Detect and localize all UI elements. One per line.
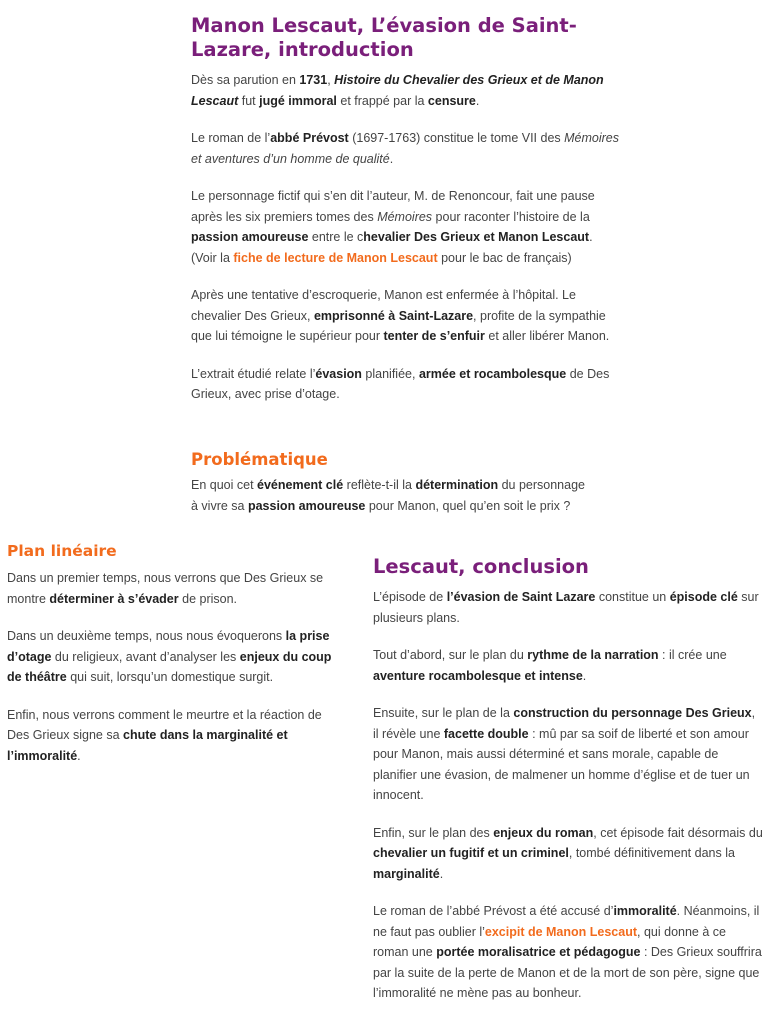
text-run: Le personnage fictif qui s’en dit l’auteur, M. de Renoncour, fait une pause après les six premiers tomes des [191, 189, 595, 224]
text-run: reflète-t-il la [343, 478, 416, 492]
text-run: L’extrait étudié relate l’ [191, 366, 316, 381]
text-run: pour raconter l’histoire de la [432, 209, 590, 224]
text-run: Ensuite, sur le plan de la [373, 706, 514, 720]
intro-paragraph-1 [191, 70, 621, 111]
text-run: entre le c [308, 230, 364, 244]
bold-text: déterminer à s’évader [49, 591, 179, 606]
text-run: . [475, 93, 480, 108]
italic-text: Mémoires et aventures d’un homme de qualité [191, 131, 620, 166]
conclusion-paragraph-4 [373, 823, 764, 885]
fiche-lecture-link[interactable]: fiche de lecture de Manon Lescaut [233, 250, 438, 265]
conclusion-paragraph-2 [373, 645, 764, 686]
text-run: . [389, 151, 394, 166]
text-run: . [439, 866, 444, 881]
bold-text: armée et rocambolesque [418, 366, 567, 381]
text-run: de prison. [178, 591, 238, 606]
bold-text: enjeux du coup de théâtre [7, 649, 332, 684]
text-run: Le roman de l’abbé Prévost a été accusé d’ [373, 904, 614, 918]
text-run: Enfin, sur le plan des [373, 825, 494, 840]
bold-text: hevalier Des Grieux et Manon Lescaut [363, 230, 590, 244]
text-run: constitue un [595, 590, 670, 604]
text-run: et frappé par la [336, 93, 428, 108]
problematique-paragraph [191, 475, 591, 516]
excipit-link[interactable]: excipit de Manon Lescaut [484, 924, 638, 939]
bold-text: marginalité [373, 866, 440, 881]
text-run: du personnage à vivre sa [191, 478, 585, 513]
bold-text: passion amoureuse [247, 498, 366, 513]
text-run: fut [238, 93, 260, 108]
conclusion-paragraph-3 [373, 703, 764, 806]
bold-text: chute dans la marginalité et l’immoralité [7, 728, 288, 763]
intro-paragraph-3 [191, 186, 621, 268]
bold-text: jugé immoral [259, 93, 337, 108]
text-run: planifiée, [361, 366, 419, 381]
text-run: , [327, 73, 335, 87]
plan-paragraph-3 [7, 705, 347, 767]
bold-text: tenter de s’enfuir [383, 329, 485, 343]
intro-section [191, 14, 621, 405]
bold-text: la prise d’otage [7, 629, 330, 664]
text-run: Dans un premier temps, nous verrons que Des Grieux se montre [7, 571, 324, 606]
bold-text: chevalier un fugitif et un criminel [373, 846, 569, 860]
bold-text: emprisonné à Saint-Lazare [313, 308, 474, 323]
problematique-section [191, 449, 591, 516]
bold-text: évasion [315, 366, 362, 381]
conclusion-section [373, 555, 764, 1004]
text-run: Le roman de l’ [191, 131, 271, 145]
text-run: du religieux, avant d’analyser les [51, 649, 240, 664]
bold-text: construction du personnage Des Grieux [513, 706, 752, 720]
text-run: et aller libérer Manon. [484, 329, 610, 343]
bold-text: l’évasion de Saint Lazare [446, 590, 596, 604]
bold-text: événement clé [257, 478, 344, 492]
text-run: : mû par sa soif de liberté et son amour pour Manon, mais aussi déterminé et sans morale, capable de planifier une évasion, de malmener un homme d’église et de tuer un innocent. [373, 726, 750, 802]
bold-text: passion amoureuse [191, 230, 309, 244]
bold-text: enjeux du roman [493, 825, 594, 840]
italic-text: Mémoires [377, 209, 433, 224]
text-run: Enfin, nous verrons comment le meurtre et la réaction de Des Grieux signe sa [7, 707, 322, 742]
text-run: , il révèle une [373, 706, 756, 741]
text-run: : il crée une [658, 648, 727, 662]
conclusion-paragraph-5 [373, 901, 764, 1004]
plan-paragraph-1 [7, 568, 347, 609]
text-run: sur plusieurs plans. [373, 590, 759, 625]
plan-paragraph-2 [7, 626, 347, 688]
text-run: Après une tentative d’escroquerie, Manon est enfermée à l’hôpital. Le chevalier Des Grieux, [191, 288, 576, 323]
bold-italic-text: Histoire du Chevalier des Grieux et de Manon Lescaut [191, 73, 604, 108]
text-run: , tombé définitivement dans la [568, 846, 735, 860]
text-run: L’épisode de [373, 590, 447, 604]
text-run: , profite de la sympathie que lui témoigne le supérieur pour [191, 308, 606, 343]
bold-text: rythme de la narration [527, 648, 659, 662]
text-run: : Des Grieux souffrira par la suite de la perte de Manon et de la mort de son père, signe que l’immoralité ne mène pas au bonheur. [373, 945, 762, 1000]
text-run: . (Voir la [191, 230, 593, 265]
bold-text: facette double [443, 726, 529, 741]
text-run: En quoi cet [191, 478, 258, 492]
conclusion-title: Lescaut, conclusion [373, 555, 589, 578]
intro-title: Manon Lescaut, L’évasion de Saint-Lazare, introduction [191, 14, 577, 61]
bold-text: détermination [415, 478, 499, 492]
bold-text: immoralité [613, 904, 677, 918]
text-run: , qui donne à ce roman une [373, 924, 726, 959]
conclusion-paragraph-1 [373, 587, 764, 628]
plan-section [7, 541, 347, 766]
text-run: Dans un deuxième temps, nous nous évoquerons [7, 629, 286, 643]
bold-text: censure [427, 93, 476, 108]
text-run: , cet épisode fait désormais du [593, 825, 763, 840]
intro-paragraph-2 [191, 128, 621, 169]
text-run: de Des Grieux, avec prise d’otage. [191, 366, 610, 401]
bold-text: abbé Prévost [270, 131, 349, 145]
problematique-title: Problématique [191, 450, 328, 469]
bold-text: 1731 [299, 73, 328, 87]
text-run: . [582, 668, 587, 683]
text-run: pour le bac de français) [437, 250, 572, 265]
bold-text: aventure rocambolesque et intense [373, 668, 583, 683]
plan-title: Plan linéaire [7, 542, 117, 560]
intro-paragraph-5 [191, 364, 621, 405]
text-run: qui suit, lorsqu’un domestique surgit. [66, 670, 274, 684]
bold-text: portée moralisatrice et pédagogue [436, 945, 641, 959]
bold-text: épisode clé [669, 590, 738, 604]
text-run: Tout d’abord, sur le plan du [373, 648, 528, 662]
text-run: . [77, 748, 81, 763]
text-run: . Néanmoins, il ne faut pas oublier l’ [373, 904, 760, 939]
text-run: Dès sa parution en [191, 73, 300, 87]
intro-paragraph-4 [191, 285, 621, 347]
text-run: (1697-1763) constitue le tome VII des [348, 131, 565, 145]
text-run: pour Manon, quel qu’en soit le prix ? [365, 498, 571, 513]
